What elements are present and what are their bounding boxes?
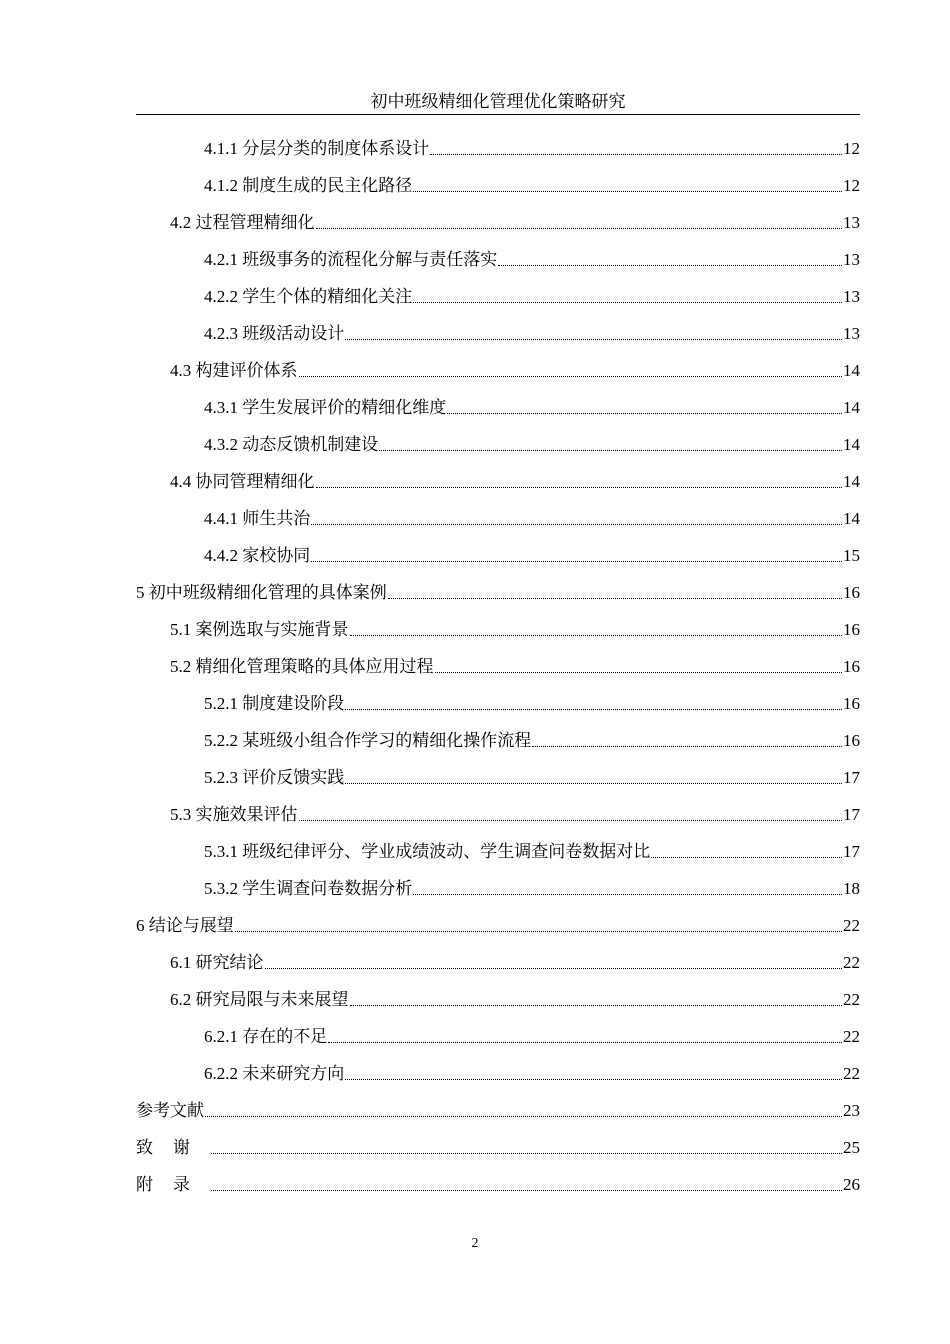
- toc-entry-page: 17: [843, 805, 860, 824]
- toc-entry-page: 14: [843, 509, 860, 528]
- toc-entry-page: 16: [843, 694, 860, 713]
- toc-dot-leader: [447, 413, 842, 414]
- toc-entry[interactable]: [136, 944, 860, 981]
- toc-entry[interactable]: [136, 426, 860, 463]
- toc-entry[interactable]: [136, 1129, 860, 1166]
- toc-entry-title: 5.3 实施效果评估: [170, 805, 298, 824]
- toc-dot-leader: [345, 709, 842, 710]
- toc-entry[interactable]: [136, 1018, 860, 1055]
- toc-entry[interactable]: [136, 870, 860, 907]
- toc-entry-title: 5.3.2 学生调查问卷数据分析: [204, 879, 413, 898]
- toc-dot-leader: [350, 1005, 843, 1006]
- toc-entry-title: 4.2 过程管理精细化: [170, 213, 315, 232]
- toc-dot-leader: [311, 524, 842, 525]
- toc-entry-page: 13: [843, 213, 860, 232]
- toc-entry-page: 12: [843, 139, 860, 158]
- toc-entry-page: 16: [843, 657, 860, 676]
- toc-dot-leader: [651, 857, 842, 858]
- toc-dot-leader: [205, 1116, 842, 1117]
- toc-entry[interactable]: [136, 648, 860, 685]
- toc-entry-title: 4.2.3 班级活动设计: [204, 324, 345, 343]
- toc-entry-page: 15: [843, 546, 860, 565]
- toc-entry-title: 6.2.1 存在的不足: [204, 1027, 328, 1046]
- toc-entry[interactable]: [136, 130, 860, 167]
- toc-entry-title: 4.3 构建评价体系: [170, 361, 298, 380]
- toc-entry-title: 4.4.1 师生共治: [204, 509, 311, 528]
- toc-entry-page: 16: [843, 620, 860, 639]
- toc-entry-page: 14: [843, 361, 860, 380]
- toc-entry-title: 附录: [136, 1175, 210, 1194]
- toc-dot-leader: [345, 339, 842, 340]
- toc-entry[interactable]: [136, 241, 860, 278]
- toc-entry[interactable]: [136, 537, 860, 574]
- toc-dot-leader: [413, 894, 842, 895]
- toc-entry-title: 4.4.2 家校协同: [204, 546, 311, 565]
- toc-dot-leader: [413, 302, 842, 303]
- toc-entry-page: 14: [843, 435, 860, 454]
- toc-entry-title: 5.2.1 制度建设阶段: [204, 694, 345, 713]
- toc-entry[interactable]: [136, 833, 860, 870]
- toc-entry-page: 18: [843, 879, 860, 898]
- toc-dot-leader: [328, 1042, 842, 1043]
- toc-entry[interactable]: [136, 204, 860, 241]
- toc-dot-leader: [299, 820, 843, 821]
- toc-dot-leader: [388, 598, 842, 599]
- toc-dot-leader: [430, 154, 842, 155]
- toc-entry[interactable]: [136, 500, 860, 537]
- toc-entry-page: 12: [843, 176, 860, 195]
- toc-entry-title: 4.3.2 动态反馈机制建设: [204, 435, 379, 454]
- toc-entry-title: 5.3.1 班级纪律评分、学业成绩波动、学生调查问卷数据对比: [204, 842, 651, 861]
- toc-entry-page: 13: [843, 250, 860, 269]
- toc-entry-title: 4.2.1 班级事务的流程化分解与责任落实: [204, 250, 498, 269]
- toc-entry[interactable]: [136, 1166, 860, 1203]
- toc-entry[interactable]: [136, 1055, 860, 1092]
- toc-entry-title: 4.1.1 分层分类的制度体系设计: [204, 139, 430, 158]
- toc-entry-page: 13: [843, 324, 860, 343]
- toc-entry[interactable]: [136, 981, 860, 1018]
- toc-entry-page: 17: [843, 768, 860, 787]
- toc-entry-page: 26: [843, 1175, 860, 1194]
- toc-entry[interactable]: [136, 796, 860, 833]
- toc-entry-title: 6.1 研究结论: [170, 953, 264, 972]
- running-header: 初中班级精细化管理优化策略研究: [370, 92, 626, 111]
- toc-dot-leader: [379, 450, 842, 451]
- toc-entry[interactable]: [136, 167, 860, 204]
- toc-dot-leader: [299, 376, 843, 377]
- toc-entry-page: 23: [843, 1101, 860, 1120]
- toc-entry-title: 6.2.2 未来研究方向: [204, 1064, 345, 1083]
- toc-entry-page: 22: [843, 1064, 860, 1083]
- toc-entry-title: 4.3.1 学生发展评价的精细化维度: [204, 398, 447, 417]
- toc-entry[interactable]: [136, 463, 860, 500]
- toc-entry-title: 5.2.2 某班级小组合作学习的精细化操作流程: [204, 731, 532, 750]
- toc-entry[interactable]: [136, 389, 860, 426]
- toc-entry[interactable]: [136, 278, 860, 315]
- toc-dot-leader: [532, 746, 842, 747]
- toc-entry-title: 5.2 精细化管理策略的具体应用过程: [170, 657, 434, 676]
- toc-entry[interactable]: [136, 315, 860, 352]
- toc-entry-page: 17: [843, 842, 860, 861]
- toc-dot-leader: [345, 783, 842, 784]
- toc-entry-page: 22: [843, 953, 860, 972]
- header-rule: [136, 114, 860, 115]
- toc-entry[interactable]: [136, 574, 860, 611]
- toc-dot-leader: [211, 1153, 842, 1154]
- toc-entry-title: 6.2 研究局限与未来展望: [170, 990, 349, 1009]
- toc-entry[interactable]: [136, 1092, 860, 1129]
- toc-dot-leader: [235, 931, 842, 932]
- toc-entry-title: 5.2.3 评价反馈实践: [204, 768, 345, 787]
- toc-entry-title: 4.1.2 制度生成的民主化路径: [204, 176, 413, 195]
- toc-entry-title: 6 结论与展望: [136, 916, 234, 935]
- toc-entry-page: 13: [843, 287, 860, 306]
- toc-entry-page: 22: [843, 916, 860, 935]
- toc-entry-title: 5.1 案例选取与实施背景: [170, 620, 349, 639]
- toc-entry-page: 14: [843, 472, 860, 491]
- toc-entry[interactable]: [136, 722, 860, 759]
- toc-dot-leader: [316, 487, 843, 488]
- toc-dot-leader: [265, 968, 843, 969]
- toc-dot-leader: [311, 561, 842, 562]
- toc-dot-leader: [316, 228, 843, 229]
- toc-entry-page: 25: [843, 1138, 860, 1157]
- toc-entry[interactable]: [136, 352, 860, 389]
- toc-entry-page: 22: [843, 990, 860, 1009]
- toc-entry-title: 5 初中班级精细化管理的具体案例: [136, 583, 387, 602]
- toc-entry[interactable]: [136, 759, 860, 796]
- table-of-contents: [136, 130, 860, 1203]
- toc-entry[interactable]: [136, 611, 860, 648]
- toc-entry-page: 14: [843, 398, 860, 417]
- toc-dot-leader: [435, 672, 843, 673]
- toc-entry-title: 致谢: [136, 1138, 210, 1157]
- toc-entry-page: 22: [843, 1027, 860, 1046]
- toc-dot-leader: [498, 265, 842, 266]
- toc-entry-page: 16: [843, 583, 860, 602]
- toc-entry[interactable]: [136, 685, 860, 722]
- toc-entry-title: 参考文献: [136, 1101, 204, 1120]
- page-number: 2: [471, 1236, 479, 1251]
- toc-entry[interactable]: [136, 907, 860, 944]
- toc-entry-page: 16: [843, 731, 860, 750]
- toc-entry-title: 4.4 协同管理精细化: [170, 472, 315, 491]
- toc-dot-leader: [350, 635, 843, 636]
- toc-entry-title: 4.2.2 学生个体的精细化关注: [204, 287, 413, 306]
- toc-dot-leader: [413, 191, 842, 192]
- toc-dot-leader: [211, 1190, 842, 1191]
- toc-dot-leader: [345, 1079, 842, 1080]
